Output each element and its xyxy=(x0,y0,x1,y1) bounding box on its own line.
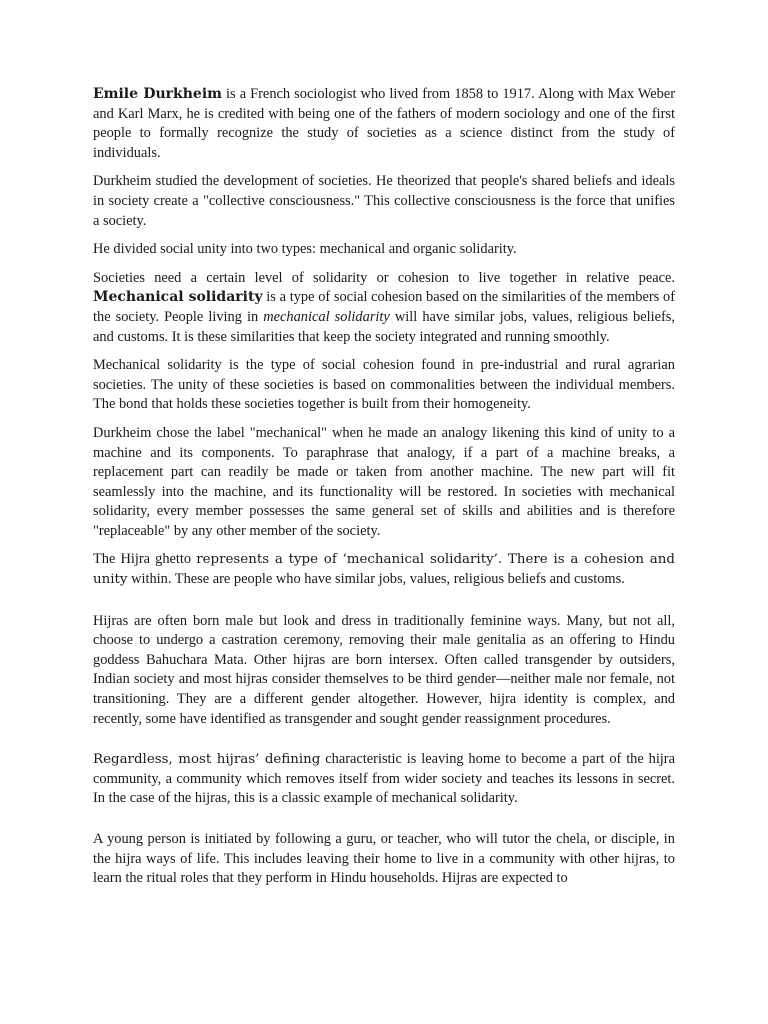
paragraph-hijra-community xyxy=(93,750,675,809)
paragraph-pre-industrial: Mechanical solidarity is the type of social cohesion found in pre-industrial and rural agrarian societies. The unity of these societies is based on commonalities between the individual members. The bond that holds these societies together is built from their homogeneity. xyxy=(93,357,675,413)
term-mechanical-solidarity: Mechanical solidarity xyxy=(93,289,263,306)
paragraph-machine-analogy: Durkheim chose the label "mechanical" when he made an analogy likening this kind of unity to a machine and its components. To paraphrase that analogy, if a part of a machine breaks, a replacement part can readily be made or taken from another machine. The new part will fit seamlessly into the machine, and its functionality will be restored. In societies with mechanical solidarity, every member possesses the same general set of skills and abilities and is therefore "replaceable" by any other member of the society. xyxy=(93,424,675,539)
term-mechanical-solidarity-italic: mechanical solidarity xyxy=(263,308,390,325)
term-emile-durkheim: Emile Durkheim xyxy=(93,86,222,102)
paragraph-text: characteristic is leaving home to become a part of the hijra community, a community which removes itself from wider society and teaches its lessons in secret. In the case of the hijras, this is a classic example of mechanical solidarity. xyxy=(93,751,675,807)
paragraph-durkheim-intro xyxy=(93,85,675,163)
paragraph-text: is a French sociologist who lived from 1858 to 1917. Along with Max Weber and Karl Marx, he is credited with being one of the fathers of modern sociology and one of the first people to formally recognize the study of societies as a science distinct from the study of individuals. xyxy=(93,86,676,161)
paragraph-solidarity-types: He divided social unity into two types: mechanical and organic solidarity. xyxy=(93,241,517,258)
paragraph-guru-initiation: A young person is initiated by following a guru, or teacher, who will tutor the chela, or disciple, in the hijra ways of life. This includes leaving their home to live in a community with other hijras, to learn the ritual roles that they perform in Hindu households. Hijras are expected to xyxy=(93,831,675,887)
paragraph-text-alt-font: represents a type of ‘mechanical solidarity’. There is a cohesion and unity xyxy=(93,552,675,588)
paragraph-text-alt-font: Regardless, most hijras’ defining xyxy=(93,752,321,768)
paragraph-text: within. These are people who have similar jobs, values, religious beliefs and customs. xyxy=(127,571,625,588)
paragraph-hijra-description: Hijras are often born male but look and dress in traditionally feminine ways. Many, but not all, choose to undergo a castration ceremony, removing their male genitalia as an offering to Hindu goddess Bahuchara Mata. Other hijras are born intersex. Often called transgender by outsiders, Indian society and most hijras consider themselves to be third gender—neither male nor female, not transitioning. They are a different gender altogether. However, hijra identity is complex, and recently, some have identified as transgender and sought gender reassignment procedures. xyxy=(93,612,675,727)
document-body xyxy=(93,85,675,889)
paragraph-text: Societies need a certain level of solidarity or cohesion to live together in relative peace. xyxy=(93,269,675,286)
paragraph-hijra-ghetto xyxy=(93,550,675,589)
paragraph-mechanical-definition xyxy=(93,269,675,347)
paragraph-collective-consciousness: Durkheim studied the development of societies. He theorized that people's shared beliefs and ideals in society create a "collective consciousness." This collective consciousness is the force that unifies a society. xyxy=(93,173,675,229)
paragraph-text: will have similar jobs, values, religious beliefs, and customs. It is these similarities that keep the society integrated and running smoothly. xyxy=(93,308,676,345)
paragraph-text: is a type of social cohesion based on the similarities of the members of the society. People living in xyxy=(93,289,675,325)
paragraph-text: The Hijra ghetto xyxy=(93,551,197,568)
